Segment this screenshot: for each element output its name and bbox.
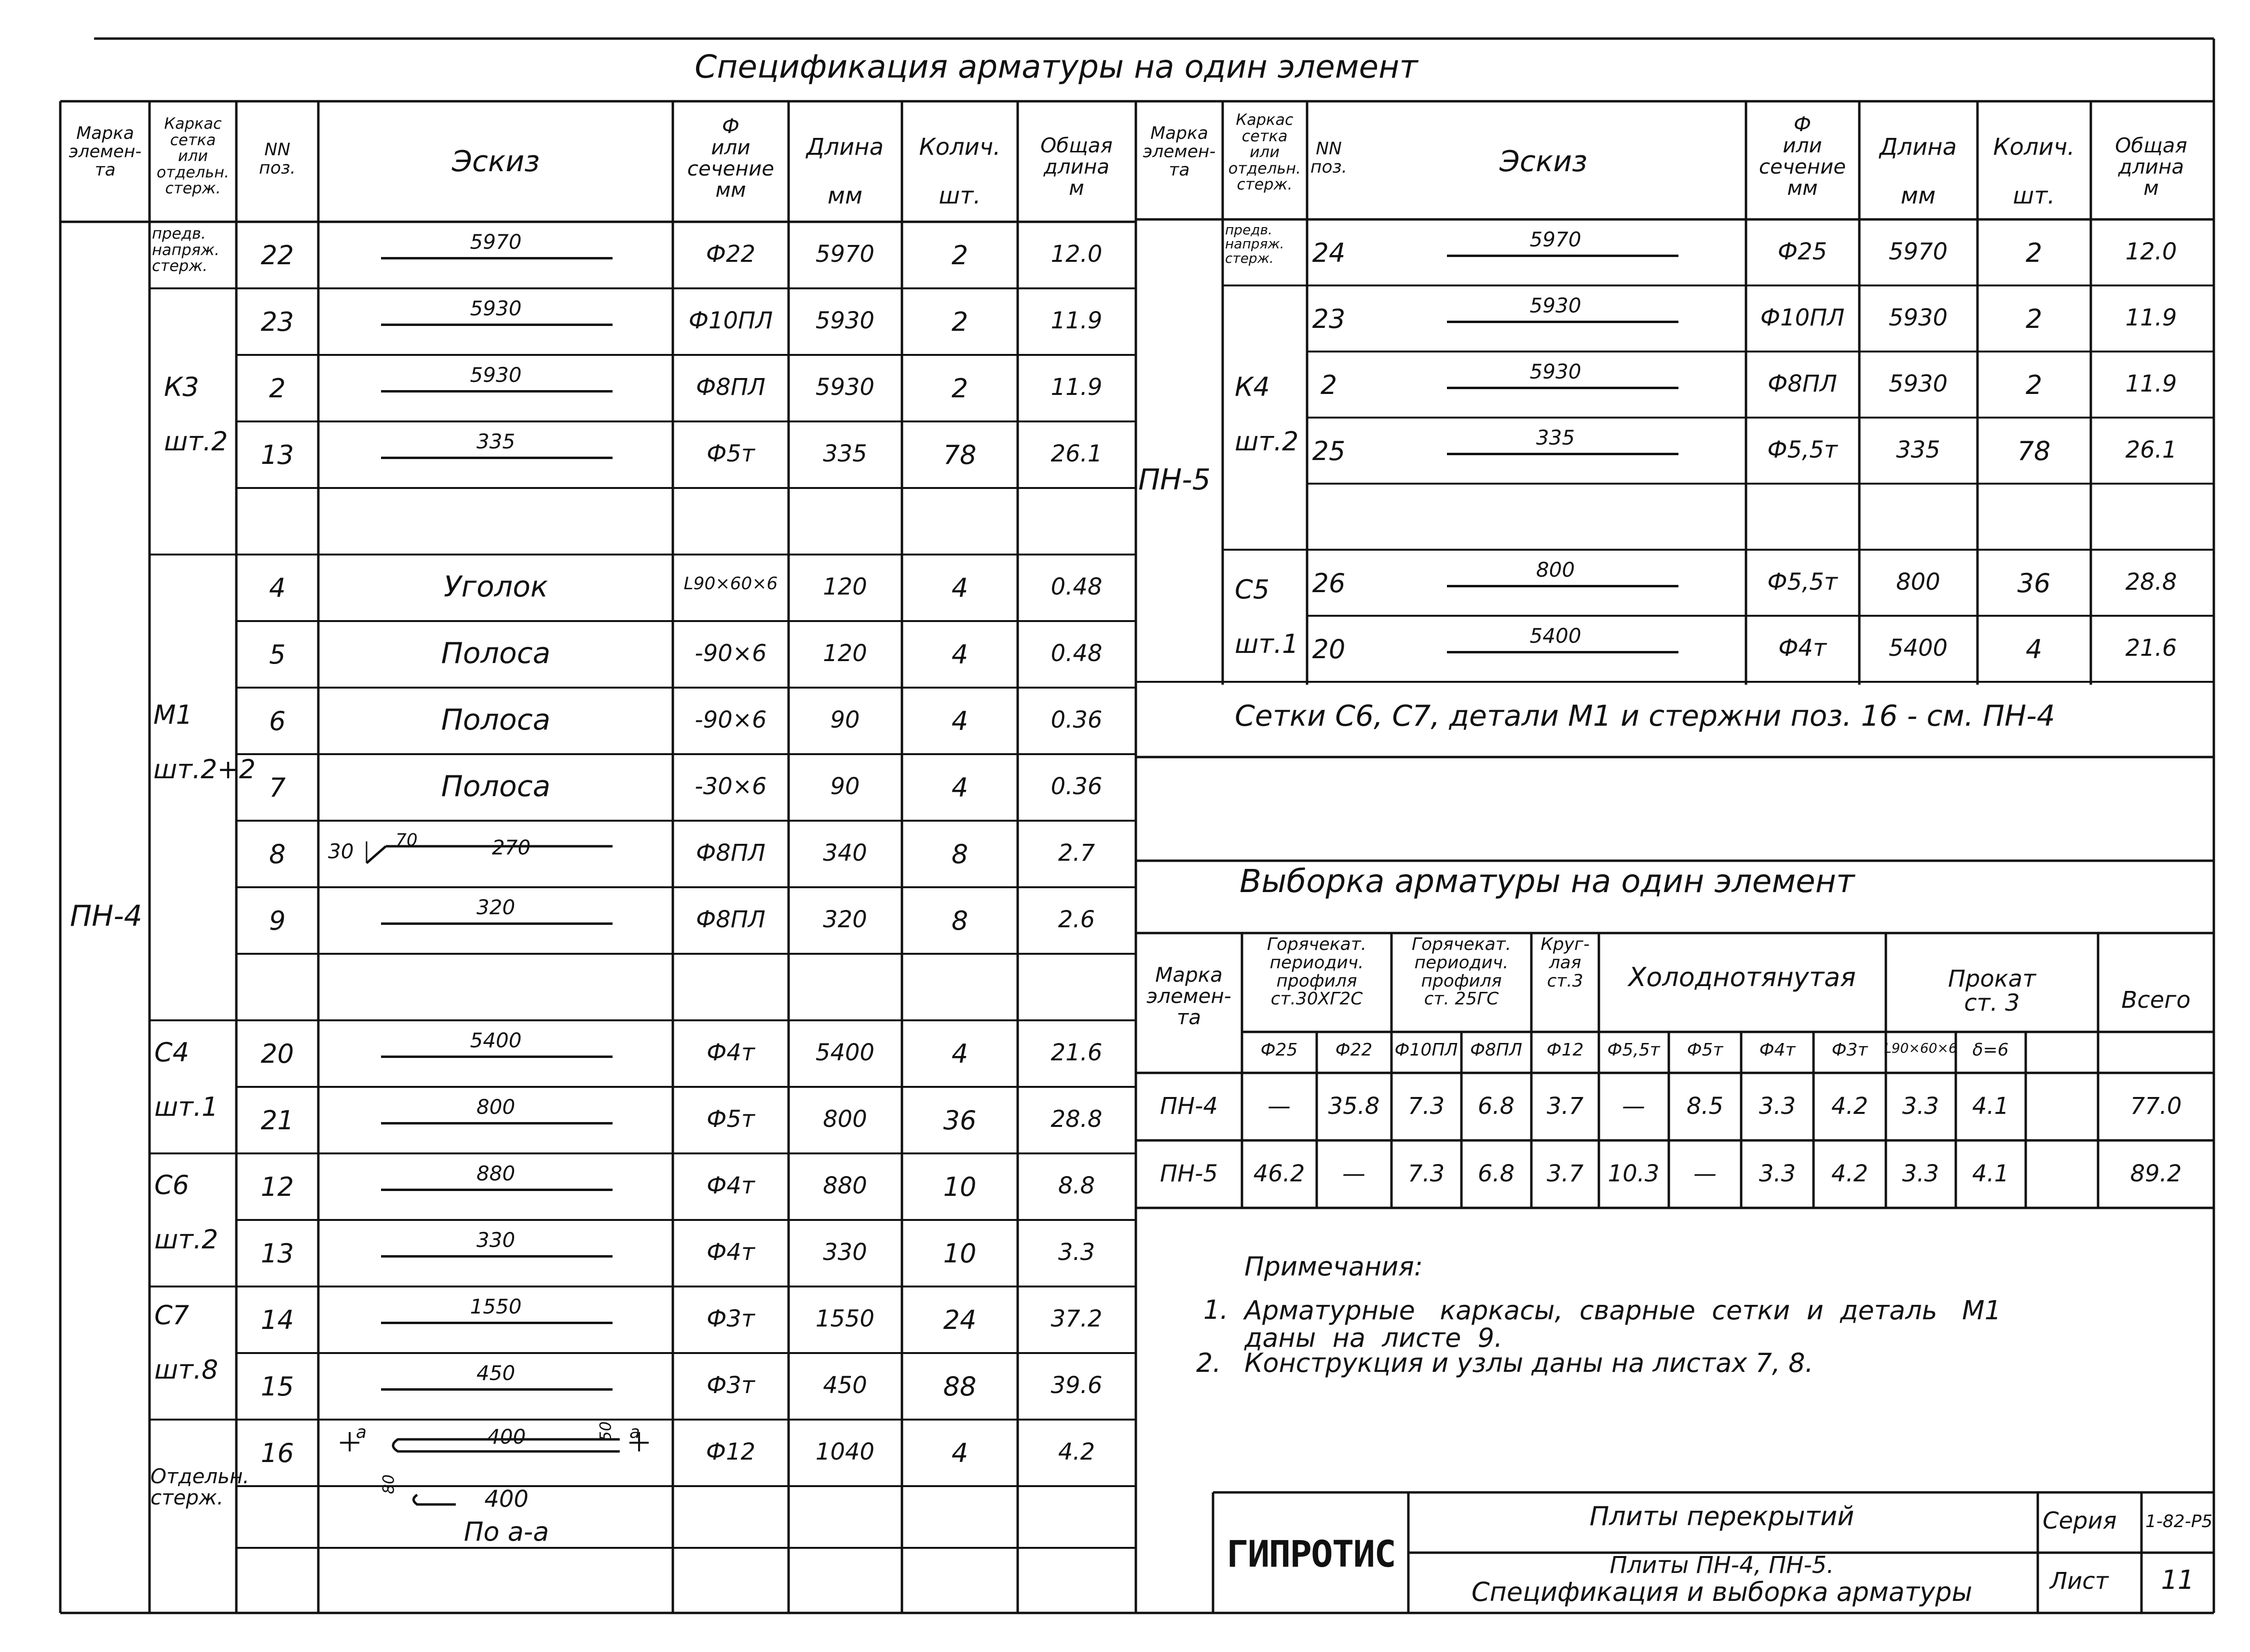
vyborka-subheader: Ф12 <box>1546 1040 1584 1060</box>
row-len: 5930 <box>815 374 875 401</box>
row-len: 1040 <box>815 1438 875 1465</box>
row-len: 335 <box>823 440 867 467</box>
vyborka-h-prokat: Прокат ст. 3 <box>1948 965 2036 1017</box>
row-len: 800 <box>1896 568 1940 596</box>
vyborka-value: 7.3 <box>1407 1160 1445 1187</box>
group-label: М1 шт.2+2 <box>153 700 256 785</box>
row-qty: 78 <box>943 440 977 470</box>
row-pos: 16 <box>260 1438 294 1468</box>
sketch-bar-line <box>381 1388 613 1391</box>
row-phi: Ф8ПЛ <box>695 374 766 401</box>
row-phi: Ф10ПЛ <box>688 307 773 334</box>
sketch16-section: По а-а <box>464 1517 549 1547</box>
vyborka-subheader: Ф22 <box>1335 1040 1373 1060</box>
sketch-bar-line <box>381 457 613 459</box>
row-sketch-dim: 5970 <box>1529 227 1582 251</box>
row-qty: 4 <box>951 706 968 736</box>
vyborka-value: 4.2 <box>1831 1160 1868 1187</box>
vyborka-value: 3.3 <box>1902 1160 1939 1187</box>
row-phi: Ф3т <box>707 1372 755 1399</box>
row-pos: 21 <box>260 1105 294 1136</box>
row-total: 28.8 <box>1050 1106 1103 1133</box>
row-pos: 7 <box>269 772 286 803</box>
row-qty: 4 <box>951 772 968 803</box>
row-total: 12.0 <box>2125 238 2177 265</box>
row-total: 8.8 <box>1058 1172 1095 1199</box>
row-sketch-dim: 330 <box>476 1228 516 1252</box>
vyborka-value: 3.3 <box>1759 1160 1796 1187</box>
row-len: 5930 <box>1888 370 1948 397</box>
row-total: 26.1 <box>1050 440 1103 467</box>
stamp-seria: 1-82-Р5 <box>2145 1512 2213 1531</box>
vyborka-subheader: Ф3т <box>1831 1040 1868 1060</box>
row-qty: 4 <box>951 1438 968 1468</box>
row-qty: 8 <box>951 839 968 869</box>
row-total: 0.48 <box>1050 640 1103 667</box>
sketch16-dim-a2: а <box>629 1422 641 1442</box>
row-pos: 6 <box>269 706 286 736</box>
row-phi: Ф4т <box>707 1239 755 1266</box>
row-sketch-dim: 5930 <box>1529 293 1582 317</box>
row-total: 3.3 <box>1058 1239 1095 1266</box>
row-qty: 36 <box>2017 568 2051 598</box>
row-pos: 13 <box>260 1238 294 1269</box>
row-total: 39.6 <box>1050 1372 1103 1399</box>
group-label: С5 шт.1 <box>1235 574 1299 660</box>
row-len: 340 <box>823 840 867 867</box>
row-phi: Ф8ПЛ <box>695 840 766 867</box>
group-label: К3 шт.2 <box>164 372 228 457</box>
vyborka-h-gor1: Горячекат. периодич. профиля ст.30ХГ2С <box>1267 934 1367 1009</box>
vyborka-value: 8.5 <box>1686 1093 1724 1120</box>
row-qty: 2 <box>951 373 968 404</box>
row-sketch-dim: 335 <box>476 430 516 453</box>
stamp-title1: Плиты перекрытий <box>1589 1501 1855 1531</box>
row-phi: L90×60×6 <box>683 574 778 594</box>
row-qty: 2 <box>951 240 968 271</box>
row-qty: 2 <box>951 307 968 337</box>
notes-title: Примечания: <box>1244 1251 1423 1282</box>
header-marka: Марка элемен- та <box>68 123 142 180</box>
sketch-bar-line <box>381 1189 613 1191</box>
row-pos: 23 <box>260 307 294 337</box>
row-phi: -30×6 <box>695 773 767 800</box>
row-sketch-name: Полоса <box>441 636 551 670</box>
row-pos: 14 <box>260 1305 294 1335</box>
sketch16-dim-50: 50 <box>596 1421 615 1441</box>
row-sketch-dim: 5930 <box>470 363 522 387</box>
row-len: 90 <box>830 773 860 800</box>
sketch-bar-line <box>1447 651 1678 653</box>
row-len: 320 <box>823 906 867 933</box>
vyborka-value: 6.8 <box>1477 1093 1515 1120</box>
row-total: 11.9 <box>1050 374 1103 401</box>
vyborka-value: 6.8 <box>1477 1160 1515 1187</box>
row-len: 5400 <box>815 1039 875 1066</box>
row-qty: 2 <box>2025 369 2043 400</box>
row-phi: Ф25 <box>1777 238 1827 265</box>
row-len: 5970 <box>1888 238 1948 265</box>
row-qty: 2 <box>2025 237 2043 268</box>
group-label: С7 шт.8 <box>154 1300 218 1385</box>
row-total: 12.0 <box>1050 241 1103 268</box>
sketch-bar-line <box>381 922 613 925</box>
row-phi: Ф3т <box>707 1305 755 1332</box>
row-phi: Ф4т <box>707 1172 755 1199</box>
row-phi: Ф5т <box>707 1106 755 1133</box>
row-pos: 20 <box>1312 634 1346 664</box>
note-num: 1. <box>1203 1295 1228 1325</box>
sketch16-dim-80: 80 <box>379 1474 398 1494</box>
row-sketch-name: Полоса <box>441 770 551 803</box>
row-phi: -90×6 <box>695 706 767 733</box>
row-sketch-name: Уголок <box>443 570 548 604</box>
header-karkas: Каркас сетка или отдельн. стерж. <box>156 114 230 198</box>
header-eskiz-r: Эскиз <box>1499 145 1588 178</box>
row-total: 21.6 <box>1050 1039 1103 1066</box>
sketch-bar-line <box>381 1322 613 1324</box>
sketch-bar-line <box>381 257 613 259</box>
vyborka-subheader: δ=6 <box>1972 1040 2009 1060</box>
row-total: 0.48 <box>1050 573 1103 600</box>
row-qty: 4 <box>951 639 968 670</box>
row-total: 4.2 <box>1058 1438 1095 1465</box>
row-phi: Ф22 <box>706 241 756 268</box>
row-sketch-dim: 5930 <box>470 297 522 320</box>
row-sketch-dim: 1550 <box>470 1295 522 1318</box>
vyborka-subheader: L90×60×6 <box>1884 1040 1957 1056</box>
row-len: 800 <box>823 1106 867 1133</box>
vyborka-title: Выборка арматуры на один элемент <box>1240 863 1855 900</box>
row-len: 880 <box>823 1172 867 1199</box>
header-dlina-r: Длина мм <box>1879 134 1957 209</box>
row-phi: Ф10ПЛ <box>1760 304 1845 331</box>
row-sketch-dim: 880 <box>476 1162 516 1185</box>
vyborka-value: — <box>1342 1160 1365 1187</box>
row-qty: 36 <box>943 1105 977 1136</box>
row-phi: Ф8ПЛ <box>1767 370 1838 397</box>
header-karkas-r: Каркас сетка или отдельн. стерж. <box>1228 110 1301 194</box>
vyborka-value: 3.3 <box>1902 1093 1939 1120</box>
row-total: 2.6 <box>1058 906 1095 933</box>
vyborka-value: 3.7 <box>1546 1093 1584 1120</box>
element-pn5: ПН-5 <box>1138 463 1211 497</box>
group-label: Отдельн. стерж. <box>150 1464 249 1510</box>
row-pos: 13 <box>260 440 294 470</box>
sketch8-bent-bar <box>318 829 627 878</box>
row-qty: 88 <box>943 1371 977 1402</box>
row-phi: Ф5т <box>707 440 755 467</box>
stamp-list: 11 <box>2161 1565 2195 1595</box>
row-len: 5970 <box>815 241 875 268</box>
header-marka-r: Марка элемен- та <box>1143 123 1216 180</box>
vyborka-marka: ПН-5 <box>1159 1160 1218 1187</box>
sketch16-bottom-dim: 400 <box>484 1486 529 1513</box>
group-label: К4 шт.2 <box>1235 372 1299 457</box>
group-label: С4 шт.1 <box>154 1037 218 1123</box>
sketch-bar-line <box>381 1056 613 1058</box>
row-len: 120 <box>823 640 867 667</box>
vyborka-value: 4.1 <box>1972 1093 2009 1120</box>
element-pn4: ПН-4 <box>70 899 143 933</box>
right-note: Сетки С6, С7, детали М1 и стержни поз. 16 - см. ПН-4 <box>1235 699 2055 733</box>
row-phi: Ф12 <box>706 1438 756 1465</box>
row-len: 120 <box>823 573 867 600</box>
row-total: 21.6 <box>2125 634 2177 662</box>
sketch-bar-line <box>1447 387 1678 389</box>
sketch-bar-line <box>1447 255 1678 257</box>
vyborka-value: 3.7 <box>1546 1160 1584 1187</box>
vyborka-h-krug: Круг- лая ст.3 <box>1541 934 1590 991</box>
row-qty: 4 <box>2025 634 2043 664</box>
row-sketch-dim: 320 <box>476 895 516 919</box>
row-pos: 9 <box>269 906 286 936</box>
row-phi: Ф4т <box>707 1039 755 1066</box>
row-sketch-dim: 5400 <box>470 1029 522 1052</box>
sketch8-dim-a: 30 <box>328 840 354 863</box>
sketch-bar-line <box>1447 321 1678 323</box>
group-label: С6 шт.2 <box>154 1170 218 1255</box>
row-pos: 23 <box>1312 303 1346 334</box>
header-obsh-r: Общая длина м <box>2115 134 2187 200</box>
row-pos: 26 <box>1312 568 1346 598</box>
row-qty: 24 <box>943 1305 977 1335</box>
vyborka-value: 35.8 <box>1328 1093 1380 1120</box>
row-len: 330 <box>823 1239 867 1266</box>
row-pos: 2 <box>1320 369 1337 400</box>
row-sketch-dim: 270 <box>491 836 531 859</box>
row-pos: 25 <box>1312 435 1346 466</box>
vyborka-value: 10.3 <box>1608 1160 1660 1187</box>
row-qty: 4 <box>951 573 968 603</box>
row-qty: 2 <box>2025 303 2043 334</box>
header-phi-r: Ф или сечение мм <box>1759 112 1846 200</box>
vyborka-subheader: Ф5т <box>1687 1040 1723 1060</box>
row-sketch-dim: 335 <box>1536 425 1575 449</box>
row-qty: 10 <box>943 1238 977 1269</box>
vyborka-subheader: Ф5,5т <box>1607 1040 1660 1060</box>
row-pos: 24 <box>1312 237 1346 268</box>
row-pos: 15 <box>260 1371 294 1402</box>
row-len: 90 <box>830 706 860 733</box>
vyborka-h-holod: Холоднотянутая <box>1628 962 1856 992</box>
vyborka-value: 4.1 <box>1972 1160 2009 1187</box>
header-nn: NN поз. <box>259 140 296 178</box>
sketch8-dim-b: 70 <box>395 830 418 850</box>
row-pos: 20 <box>260 1039 294 1069</box>
sketch-bar-line <box>381 1255 613 1258</box>
row-pos: 2 <box>269 373 286 404</box>
stamp-seria-label: Серия <box>2043 1507 2117 1534</box>
row-phi: Ф5,5т <box>1767 436 1838 463</box>
vyborka-value: 3.3 <box>1759 1093 1796 1120</box>
row-total: 28.8 <box>2125 568 2177 596</box>
row-phi: Ф5,5т <box>1767 568 1838 596</box>
header-eskiz: Эскиз <box>451 145 540 178</box>
vyborka-total: 77.0 <box>2130 1093 2182 1120</box>
vyborka-value: — <box>1268 1093 1291 1120</box>
header-nn-r: NN поз. <box>1310 139 1348 177</box>
vyborka-value: — <box>1693 1160 1717 1187</box>
row-qty: 10 <box>943 1172 977 1202</box>
row-total: 0.36 <box>1050 706 1103 733</box>
sketch16-dim-a: а <box>356 1422 367 1442</box>
vyborka-value: — <box>1622 1093 1645 1120</box>
sketch-bar-line <box>1447 585 1678 587</box>
row-pos: 12 <box>260 1172 294 1202</box>
row-sketch-dim: 5970 <box>470 230 522 254</box>
row-len: 5400 <box>1888 634 1948 662</box>
header-dlina: Длина мм <box>806 134 884 209</box>
stamp-title2: Плиты ПН-4, ПН-5. <box>1609 1552 1834 1579</box>
row-total: 26.1 <box>2125 436 2177 463</box>
stamp-title3: Спецификация и выборка арматуры <box>1471 1577 1973 1607</box>
spec-title: Спецификация арматуры на один элемент <box>695 48 1418 85</box>
group-label: предв. напряж. стерж. <box>152 224 220 275</box>
row-len: 5930 <box>815 307 875 334</box>
vyborka-value: 46.2 <box>1253 1160 1305 1187</box>
sketch-bar-line <box>1447 453 1678 455</box>
row-sketch-dim: 5930 <box>1529 359 1582 383</box>
sketch-bar-line <box>381 390 613 393</box>
row-sketch-dim: 400 <box>487 1425 526 1449</box>
header-phi: Ф или сечение мм <box>687 114 775 202</box>
header-kolich: Колич. шт. <box>919 134 1001 209</box>
row-pos: 8 <box>269 839 286 869</box>
vyborka-subheader: Ф10ПЛ <box>1394 1040 1458 1060</box>
row-qty: 8 <box>951 906 968 936</box>
org-logo: ГИПРОТИС <box>1226 1532 1396 1575</box>
group-label: предв. напряж. стерж. <box>1225 222 1284 266</box>
row-phi: Ф8ПЛ <box>695 906 766 933</box>
vyborka-marka: ПН-4 <box>1159 1093 1218 1120</box>
row-total: 2.7 <box>1058 840 1095 867</box>
note-text: Конструкция и узлы даны на листах 7, 8. <box>1244 1348 1814 1378</box>
row-total: 11.9 <box>2125 370 2177 397</box>
vyborka-total: 89.2 <box>2130 1160 2182 1187</box>
vyborka-h-vsego: Всего <box>2121 987 2191 1014</box>
sketch-bar-line <box>381 324 613 326</box>
row-len: 5930 <box>1888 304 1948 331</box>
row-qty: 78 <box>2017 435 2051 466</box>
row-len: 335 <box>1896 436 1940 463</box>
row-phi: -90×6 <box>695 640 767 667</box>
row-phi: Ф4т <box>1778 634 1827 662</box>
vyborka-subheader: Ф25 <box>1260 1040 1298 1060</box>
header-obsh: Общая длина м <box>1040 134 1113 200</box>
vyborka-h-gor2: Горячекат. периодич. профиля ст. 25ГС <box>1411 934 1512 1009</box>
row-pos: 5 <box>269 639 286 670</box>
stamp-list-label: Лист <box>2050 1568 2109 1595</box>
row-total: 37.2 <box>1050 1305 1103 1332</box>
row-len: 1550 <box>815 1305 875 1332</box>
vyborka-h-marka: Марка элемен- та <box>1146 963 1231 1029</box>
row-sketch-name: Полоса <box>441 703 551 737</box>
row-sketch-dim: 450 <box>476 1361 516 1385</box>
sketch-bar-line <box>381 1122 613 1124</box>
row-pos: 4 <box>269 573 286 603</box>
row-sketch-dim: 800 <box>476 1095 516 1119</box>
row-qty: 4 <box>951 1039 968 1069</box>
vyborka-value: 4.2 <box>1831 1093 1868 1120</box>
vyborka-subheader: Ф4т <box>1759 1040 1796 1060</box>
note-num: 2. <box>1196 1348 1221 1378</box>
row-total: 11.9 <box>2125 304 2177 331</box>
vyborka-subheader: Ф8ПЛ <box>1470 1040 1523 1060</box>
row-sketch-dim: 5400 <box>1529 623 1582 648</box>
row-len: 450 <box>823 1372 867 1399</box>
row-pos: 22 <box>260 240 294 271</box>
header-kolich-r: Колич. шт. <box>1993 134 2075 209</box>
row-total: 0.36 <box>1050 773 1103 800</box>
vyborka-value: 7.3 <box>1407 1093 1445 1120</box>
note-text: Арматурные каркасы, сварные сетки и деталь М1 даны на листе 9. <box>1244 1295 2002 1353</box>
row-sketch-dim: 800 <box>1536 557 1575 582</box>
row-total: 11.9 <box>1050 307 1103 334</box>
